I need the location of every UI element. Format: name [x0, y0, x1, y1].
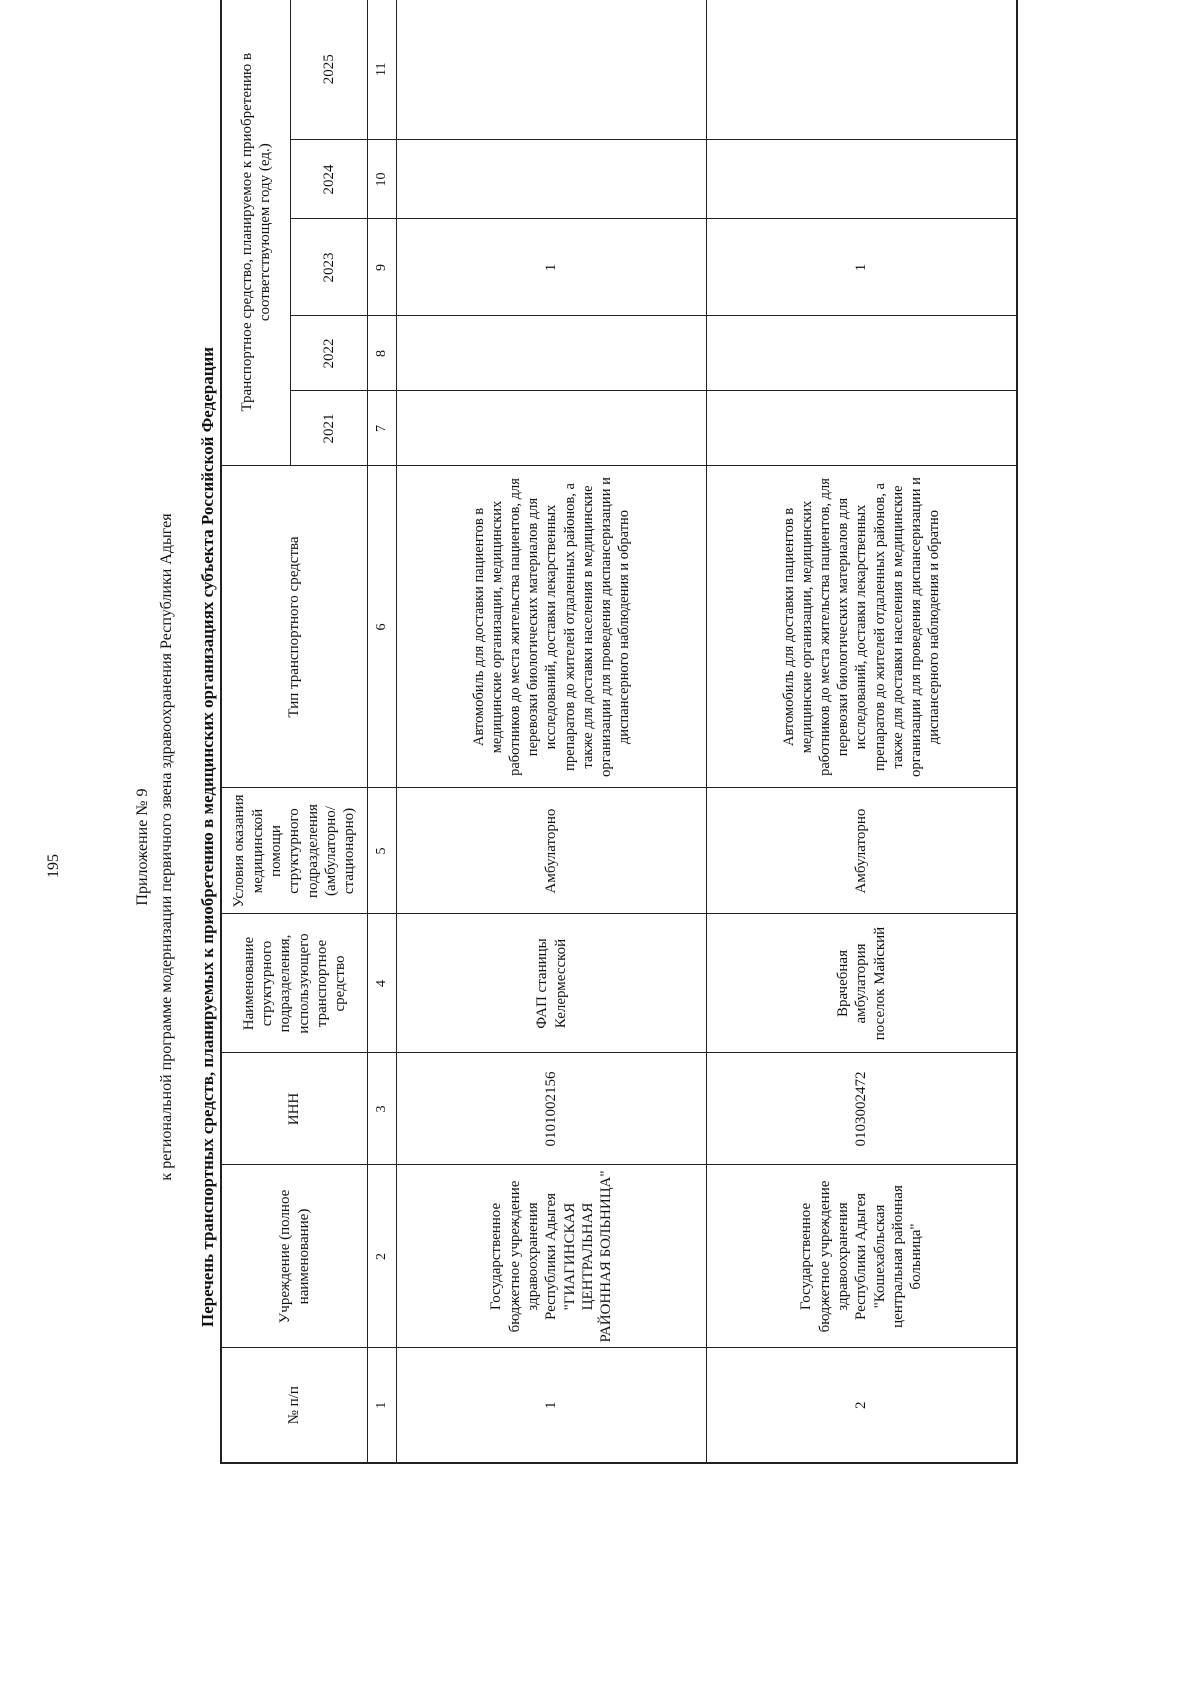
column-number: 2	[368, 1165, 397, 1348]
header-year-2022: 2022	[291, 316, 368, 391]
page-number: 195	[45, 854, 62, 878]
header-year-2021: 2021	[291, 391, 368, 466]
header-vehicle-type: Тип транспортного средства	[221, 466, 368, 788]
row-num: 2	[707, 1348, 1018, 1463]
column-number: 10	[368, 140, 397, 219]
header-year-2025: 2025	[291, 0, 368, 140]
row-qty-2021	[707, 391, 1018, 466]
row-qty-2023: 1	[397, 219, 707, 316]
row-institution: Государственное бюджетное учреждение здравоохранения Республики Адыгея "Кошехабльская центральная районная больница"	[707, 1165, 1018, 1348]
column-number: 5	[368, 788, 397, 914]
header-inn: ИНН	[221, 1053, 368, 1165]
row-qty-2025	[397, 0, 707, 140]
row-unit: ФАП станицы Келермесской	[397, 914, 707, 1053]
header-row	[221, 0, 291, 1463]
header-unit: Наименование структурного подразделения, использующего транспортное средство	[221, 914, 368, 1053]
row-vehicle-type: Автомобиль для доставки пациентов в медицинские организации, медицинских работников до места жительства пациентов, для перевозки биологических материалов для исследований, доставки лекарственных препаратов до жителей отдаленных районов, а также для доставки населения в медицинские организации для проведения диспансеризации и диспансерного наблюдения и обратно	[397, 466, 707, 788]
row-institution: Государственное бюджетное учреждение здравоохранения Республики Адыгея "ГИАГИНСКАЯ ЦЕНТРАЛЬНАЯ РАЙОННАЯ БОЛЬНИЦА"	[397, 1165, 707, 1348]
column-number: 6	[368, 466, 397, 788]
column-number: 8	[368, 316, 397, 391]
row-conditions: Амбулаторно	[707, 788, 1018, 914]
row-qty-2022	[397, 316, 707, 391]
row-qty-2023: 1	[707, 219, 1018, 316]
row-inn: 0101002156	[397, 1053, 707, 1165]
table-row	[707, 0, 1018, 1463]
header-year-2024: 2024	[291, 140, 368, 219]
header-num: № п/п	[221, 1348, 368, 1463]
header-planned-group: Транспортное средство, планируемое к приобретению в соответствующем году (ед.)	[221, 0, 291, 466]
row-conditions: Амбулаторно	[397, 788, 707, 914]
row-qty-2025	[707, 0, 1018, 140]
table-row	[397, 0, 707, 1463]
column-number: 3	[368, 1053, 397, 1165]
vehicles-table	[220, 0, 1018, 1464]
row-qty-2024	[397, 140, 707, 219]
row-inn: 0103002472	[707, 1053, 1018, 1165]
row-qty-2024	[707, 140, 1018, 219]
row-qty-2022	[707, 316, 1018, 391]
column-number: 7	[368, 391, 397, 466]
row-vehicle-type: Автомобиль для доставки пациентов в медицинские организации, медицинских работников до места жительства пациентов, для перевозки биологических материалов для исследований, доставки лекарственных препаратов до жителей отдаленных районов, а также для доставки населения в медицинские организации для проведения диспансеризации и диспансерного наблюдения и обратно	[707, 466, 1018, 788]
header-institution: Учреждение (полное наименование)	[221, 1165, 368, 1348]
document-title: Перечень транспортных средств, планируемых к приобретению в медицинских организациях субъекта Российской Федерации	[198, 346, 217, 1328]
appendix-subtitle: к региональной программе модернизации первичного звена здравоохранения Республики Адыгея	[158, 513, 175, 1181]
column-number-row	[368, 0, 397, 1463]
column-number: 4	[368, 914, 397, 1053]
row-unit: Врачебная амбулатория поселок Майский	[707, 914, 1018, 1053]
column-number: 1	[368, 1348, 397, 1463]
header-conditions: Условия оказания медицинской помощи структурного подразделения (амбулаторно/ стационарно)	[221, 788, 368, 914]
row-qty-2021	[397, 391, 707, 466]
header-year-2023: 2023	[291, 219, 368, 316]
column-number: 11	[368, 0, 397, 140]
appendix-number: Приложение № 9	[134, 788, 151, 906]
column-number: 9	[368, 219, 397, 316]
row-num: 1	[397, 1348, 707, 1463]
